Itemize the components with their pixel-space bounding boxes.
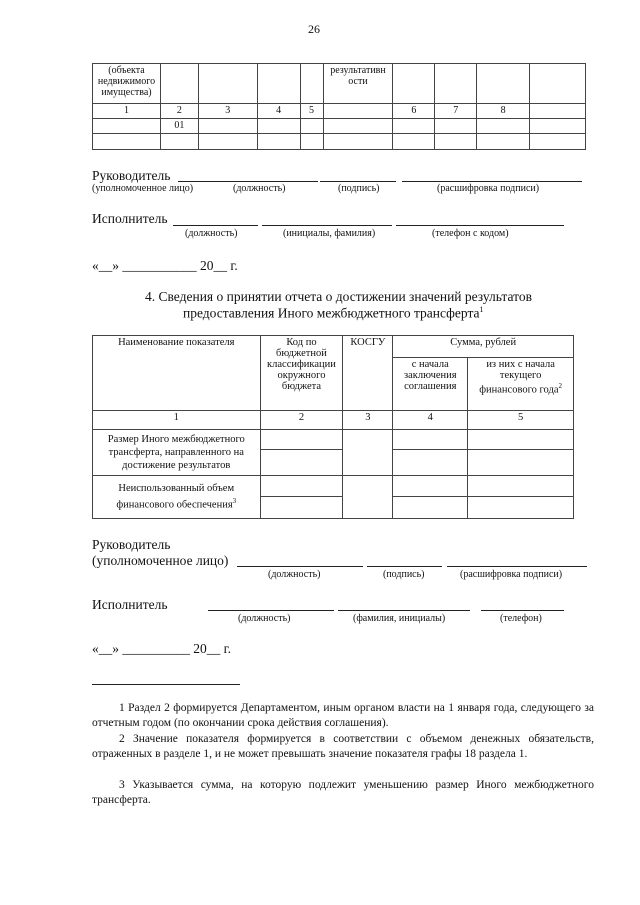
footnote: 2 Значение показателя формируется в соответствии с объемом денежных обязательств, отраженных в разделе 1, и не может превышать значение показателя графы 18 раздела 1. [92, 733, 594, 760]
header-cell: из них с начала текущего финансового года$^2$ [468, 358, 574, 411]
signature-title: (уполномоченное лицо) [92, 553, 229, 568]
results-table [92, 63, 586, 150]
column-number: 7 [435, 104, 477, 119]
column-number: 3 [343, 411, 393, 430]
column-number: 1 [93, 411, 261, 430]
column-number: 1 [93, 104, 161, 119]
signature-title: Руководитель [92, 537, 171, 552]
footnote: 1 Раздел 2 формируется Департаментом, иным органом власти на 1 января года, следующего за отчетным годом (по окончании срока действия соглашения). [92, 702, 594, 729]
field-label: (подпись) [383, 569, 425, 580]
field-label: (расшифровка подписи) [437, 183, 540, 194]
row-label: Неиспользованный объем финансового обеспечения$^3$ [93, 476, 261, 519]
field-label: (расшифровка подписи) [460, 569, 563, 580]
table-cell: результативн ости [323, 64, 393, 104]
header-cell: КОСГУ [343, 336, 393, 411]
column-number: 2 [260, 411, 343, 430]
date-line: «__» ___________ 20__ г. [92, 258, 238, 273]
header-cell: Наименование показателя [93, 336, 261, 411]
field-label: (фамилия, инициалы) [353, 613, 446, 624]
page-number: 26 [308, 22, 320, 36]
column-number: 4 [393, 411, 468, 430]
column-number: 8 [477, 104, 530, 119]
table-cell: (объекта недвижимого имущества) [93, 64, 161, 104]
header-cell: Сумма, рублей [393, 336, 574, 358]
field-label: (телефон с кодом) [432, 228, 509, 239]
field-label: (должность) [268, 569, 321, 580]
section-title: 4. Сведения о принятии отчета о достижении значений результатов [145, 289, 532, 304]
column-number: 3 [198, 104, 257, 119]
footnote: 3 Указывается сумма, на которую подлежит уменьшению размер Иного межбюджетного трансферта. [92, 779, 594, 806]
signature-title: Руководитель [92, 168, 171, 183]
field-label: (должность) [185, 228, 238, 239]
table-cell: 01 [160, 119, 198, 134]
column-number: 5 [468, 411, 574, 430]
column-number: 5 [300, 104, 323, 119]
column-number: 4 [257, 104, 300, 119]
date-line: «__» __________ 20__ г. [92, 641, 232, 656]
executor-title: Исполнитель [92, 597, 168, 612]
field-label: (уполномоченное лицо) [92, 183, 194, 194]
header-cell: Код по бюджетной классификации окружного бюджета [260, 336, 343, 411]
executor-title: Исполнитель [92, 211, 168, 226]
header-cell: с начала заключения соглашения [393, 358, 468, 411]
field-label: (телефон) [500, 613, 542, 624]
row-label: Размер Иного межбюджетного трансферта, направленного на достижение результатов [93, 430, 261, 476]
column-number: 6 [393, 104, 435, 119]
report-acceptance-table [92, 335, 574, 519]
field-label: (должность) [233, 183, 286, 194]
section-title: предоставления Иного межбюджетного трансферта$^1$ [183, 305, 484, 321]
field-label: (инициалы, фамилия) [283, 228, 376, 239]
field-label: (должность) [238, 613, 291, 624]
field-label: (подпись) [338, 183, 380, 194]
column-number: 2 [160, 104, 198, 119]
